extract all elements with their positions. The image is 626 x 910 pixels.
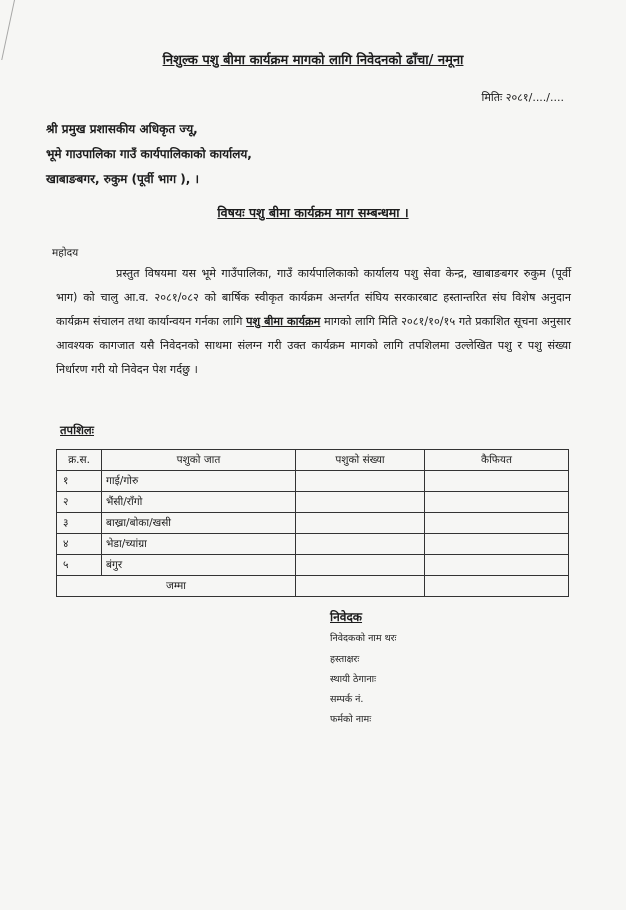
row-count-cell[interactable]: [296, 492, 425, 513]
applicant-sign-label: हस्ताक्षरः: [330, 654, 360, 665]
animal-table: [56, 449, 569, 597]
row-animal: भैंसी/राँगो: [102, 492, 296, 513]
row-remarks-cell[interactable]: [425, 555, 569, 576]
row-animal: गाई/गोरु: [102, 471, 296, 492]
address-line-3: खाबाङबगर, रुकुम (पूर्वी भाग ), ।: [46, 172, 200, 186]
row-serial: १: [57, 471, 102, 492]
date-line: मितिः २०८१/..../....: [481, 91, 564, 104]
row-remarks-cell[interactable]: [425, 513, 569, 534]
address-line-2: भूमे गाउपालिका गाउँ कार्यपालिकाको कार्यालय,: [46, 147, 252, 161]
row-serial: ४: [57, 534, 102, 555]
total-count-cell[interactable]: [296, 576, 425, 597]
body-paragraph: [56, 262, 571, 382]
applicant-contact-label: सम्पर्क नं.: [330, 694, 364, 705]
applicant-firm-label: फर्मको नामः: [330, 714, 372, 725]
salutation: महोदय: [52, 247, 79, 259]
row-animal: भेडा/च्यांग्रा: [102, 534, 296, 555]
row-count-cell[interactable]: [296, 534, 425, 555]
total-remarks-cell[interactable]: [425, 576, 569, 597]
body-highlight: पशु बीमा कार्यक्रम: [246, 315, 321, 328]
table-total-row: [57, 576, 569, 597]
total-label: जम्मा: [57, 576, 296, 597]
table-row: [57, 471, 569, 492]
body-text-part-1: प्रस्तुत विषयमा यस भूमे गाउँपालिका, गाउँ कार्यपालिकाको कार्यालय पशु सेवा केन्द्र, खाबाङबगर रुकुम (पूर्वी भाग) को चालु आ.व. २०८१/०८२ को बार्षिक स्वीकृत कार्यक्रम अन्तर्गत संघिय सरकारबाट हस्तान्तरित संघ विशेष अनुदान कार्यक्रम संचालन तथा कार्यान्वयन गर्नका लागि: [56, 267, 571, 328]
header-serial: क्र.स.: [57, 450, 102, 471]
subject-line: विषयः पशु बीमा कार्यक्रम माग सम्बन्धमा ।: [217, 205, 409, 220]
applicant-name-label: निवेदकको नाम थरः: [330, 633, 397, 644]
table-header-row: [57, 450, 569, 471]
header-remarks: कैफियत: [425, 450, 569, 471]
address-line-1: श्री प्रमुख प्रशासकीय अधिकृत ज्यू,: [46, 122, 198, 136]
applicant-heading: निवेदक: [330, 610, 363, 624]
row-remarks-cell[interactable]: [425, 534, 569, 555]
table-row: [57, 534, 569, 555]
row-count-cell[interactable]: [296, 471, 425, 492]
row-animal: बाख्रा/बोका/खसी: [102, 513, 296, 534]
row-remarks-cell[interactable]: [425, 492, 569, 513]
row-serial: ५: [57, 555, 102, 576]
table-row: [57, 555, 569, 576]
row-serial: २: [57, 492, 102, 513]
row-count-cell[interactable]: [296, 513, 425, 534]
header-animal-count: पशुको संख्या: [296, 450, 425, 471]
body-text-part-2: मागको लागि मिति २०८१/१०/१५ गते प्रकाशित सूचना अनुसार आवश्यक कागजात यसै निवेदनको साथमा संलग्न गरी उक्त कार्यक्रम मागको लागि तपशिलमा उल्लेखित पशु र पशु संख्या निर्धारण गरी यो निवेदन पेश गर्दछु ।: [56, 315, 571, 376]
table-row: [57, 492, 569, 513]
tapasil-heading: तपशिलः: [60, 423, 95, 437]
header-animal-type: पशुको जात: [102, 450, 296, 471]
row-count-cell[interactable]: [296, 555, 425, 576]
row-serial: ३: [57, 513, 102, 534]
row-remarks-cell[interactable]: [425, 471, 569, 492]
document-title: निशुल्क पशु बीमा कार्यक्रम मागको लागि निवेदनको ढाँचा/ नमूना: [162, 53, 464, 68]
applicant-address-label: स्थायी ठेगानाः: [330, 674, 377, 685]
table-row: [57, 513, 569, 534]
row-animal: बंगुर: [102, 555, 296, 576]
